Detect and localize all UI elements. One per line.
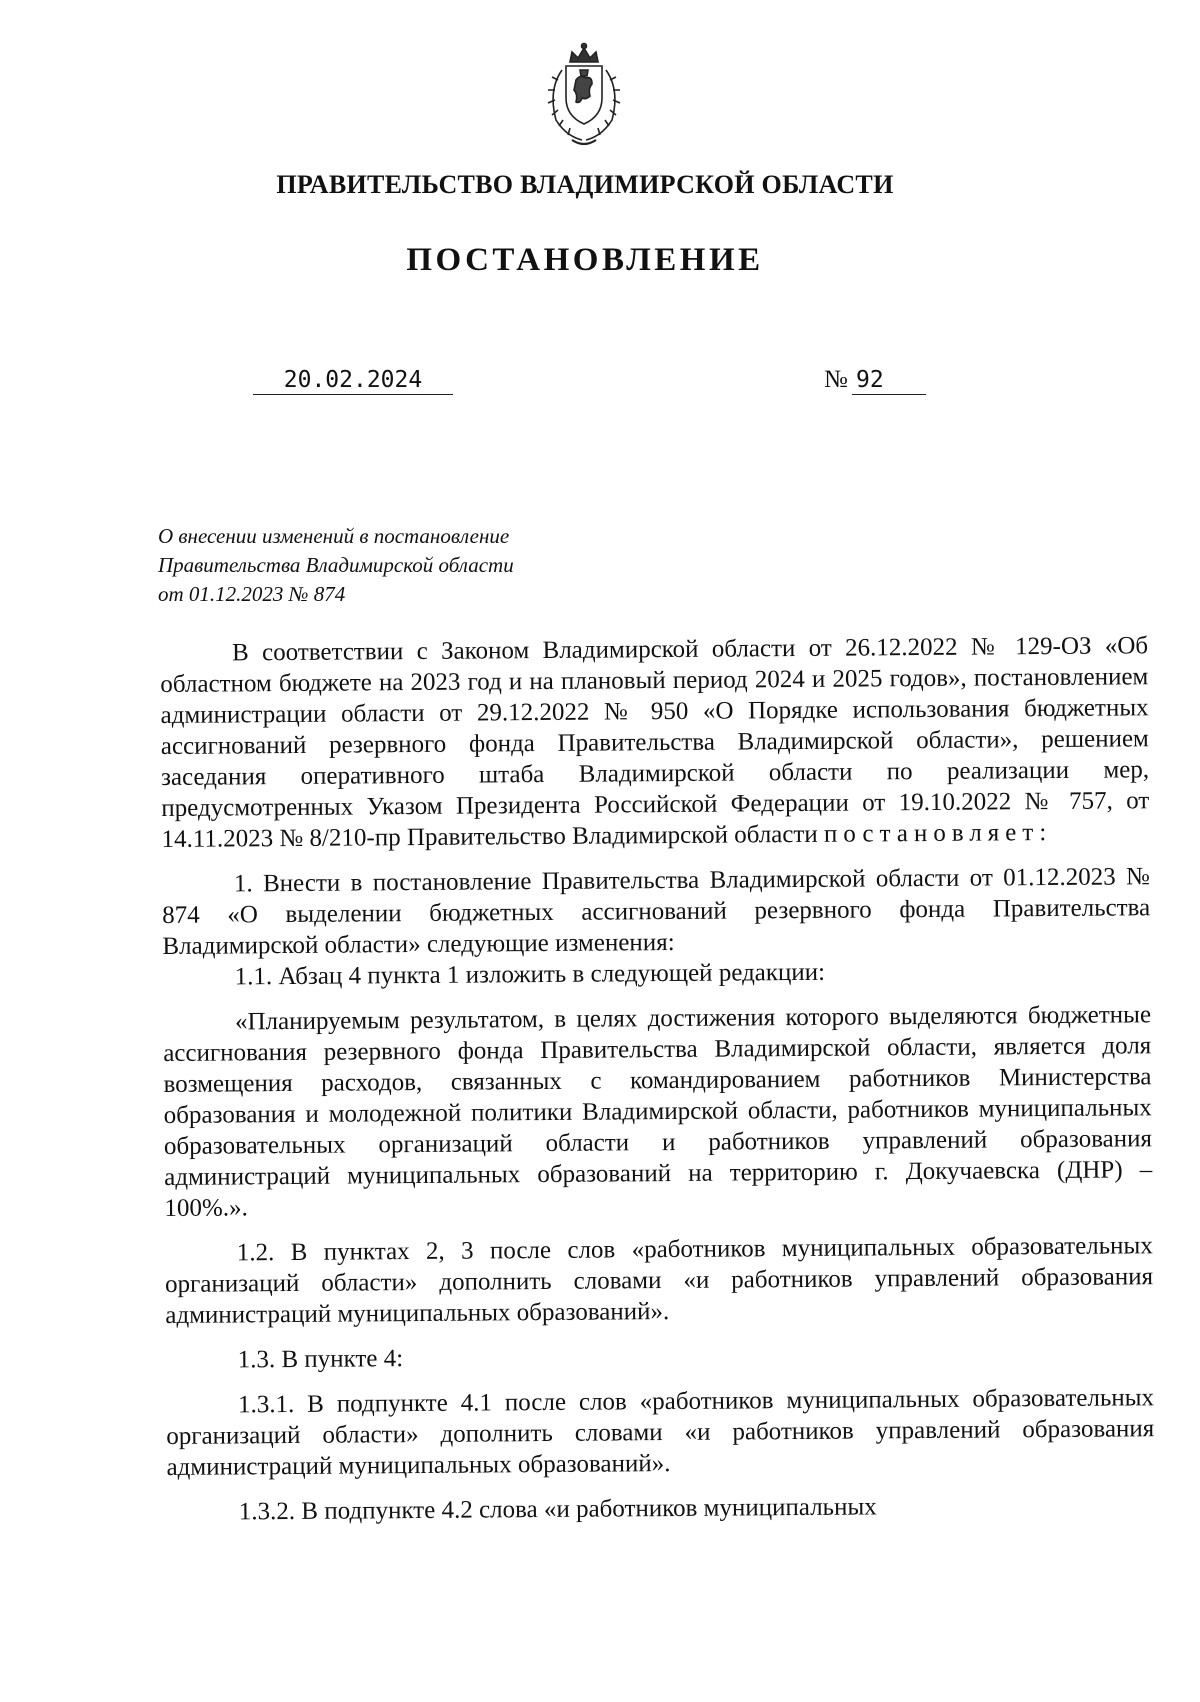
clause-1: 1. Внести в постановление Правительства Владимирской области от 01.12.2023 № 874 «О выделении бюджетных ассигнований резервного фонда Правительства Владимирской области» следующие изменения:: [162, 863, 1151, 960]
subject-line: от 01.12.2023 № 874: [158, 582, 346, 606]
preamble-paragraph: [160, 630, 1150, 855]
clause-1-3: 1.3. В пункте 4:: [237, 1345, 404, 1374]
decree-word: постановляет:: [823, 818, 1053, 848]
preamble-text: В соответствии с Законом Владимирской области от 26.12.2022 № 129-ОЗ «Об областном бюджете на 2023 год и на плановый период 2024 и 2025 годов», постановлением администрации области от 29.12.2022 № 950 «О Порядке использования бюджетных ассигнований резервного фонда Правительства Владимирской области», решением заседания оперативного штаба Владимирской области по реализации мер, предусмотренных Указом Президента Российской Федерации от 19.10.2022 № 757, от 14.11.2023 № 8/210-пр Правительство Владимирской области: [160, 632, 1150, 853]
document-type-title: ПОСТАНОВЛЕНИЕ: [406, 242, 764, 278]
clause-1-3-1: 1.3.1. В подпункте 4.1 после слов «работников муниципальных образовательных организаций области» дополнить словами «и работников управлений образования администраций муниципальных образований».: [166, 1384, 1155, 1481]
document-subject: [158, 522, 598, 609]
coat-of-arms-icon: [536, 40, 632, 150]
document-body: [160, 630, 1155, 1528]
document-date: 20.02.2024: [253, 367, 453, 395]
clause-1-2: 1.2. В пунктах 2, 3 после слов «работников муниципальных образовательных организаций области» дополнить словами «и работников управлений образования администраций муниципальных образований».: [164, 1232, 1154, 1329]
clause-1-1: 1.1. Абзац 4 пункта 1 изложить в следующей редакции:: [234, 958, 826, 991]
document-number: 92: [852, 367, 926, 395]
subject-line: Правительства Владимирской области: [158, 553, 514, 577]
quoted-amendment: «Планируемым результатом, в целях достижения которого выделяются бюджетные ассигнования резервного фонда Правительства Владимирской области, является доля возмещения расходов, связанных с командированием работников Министерства образования и молодежной политики Владимирской области, работников муниципальных образовательных организаций области и работников управлений образования администраций муниципальных образований на территорию г. Докучаевска (ДНР) – 100%.».: [163, 1001, 1153, 1222]
subject-line: О внесении изменений в постановление: [158, 524, 510, 548]
document-number-label: №: [824, 366, 848, 393]
clause-1-3-2: 1.3.2. В подпункте 4.2 слова «и работников муниципальных: [238, 1493, 877, 1526]
government-title: ПРАВИТЕЛЬСТВО ВЛАДИМИРСКОЙ ОБЛАСТИ: [276, 170, 894, 199]
